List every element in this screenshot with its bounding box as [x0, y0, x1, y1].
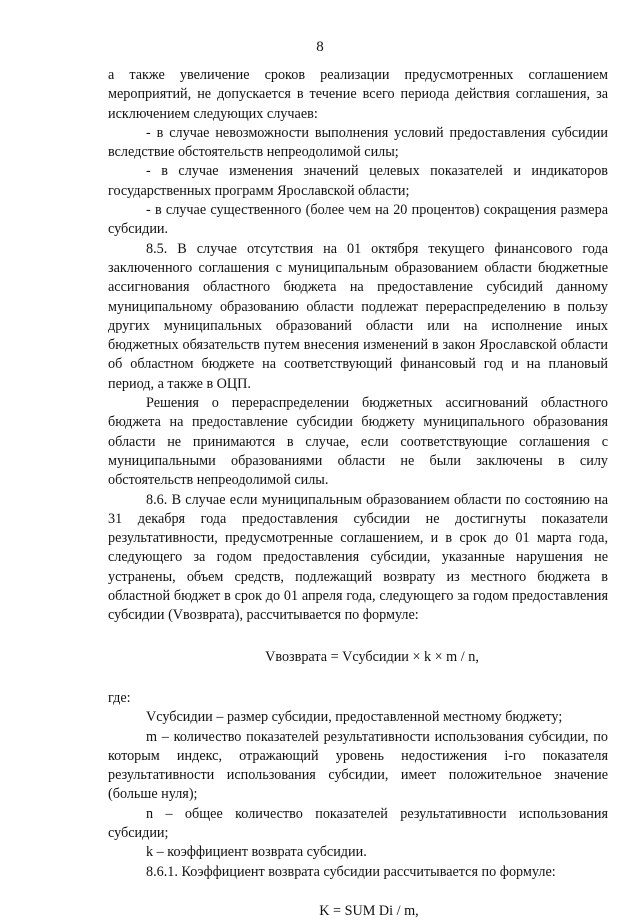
paragraph-8-6-1: 8.6.1. Коэффициент возврата субсидии рассчитывается по формуле: [146, 863, 556, 880]
definition-v-subsidy: Vсубсидии – размер субсидии, предоставленной местному бюджету; [146, 709, 563, 726]
paragraph-8-6: 8.6. В случае если муниципальным образованием области по состоянию на 31 декабря года предоставления субсидии не достигнуты показатели результативности, предусмотренные соглашением, и в срок до 01 марта года, следующего за годом предоставления субсидии, указанные нарушения не устранены, объем средств, подлежащий возврату из местного бюджета в областной бюджет в срок до 01 апреля года, следующего за годом предоставления субсидии (Vвозврата), рассчитывается по формуле: [108, 491, 608, 624]
paragraph: - в случае изменения значений целевых показателей и индикаторов государственных программ Ярославской области; [108, 163, 608, 199]
paragraph: Решения о перераспределении бюджетных ассигнований областного бюджета на предоставление субсидии бюджету муниципального образования области не принимаются в случае, если соответствующие соглашения с муниципальными образованиями области не были заключены в силу обстоятельств непреодолимой силы. [108, 395, 608, 489]
document-body [108, 66, 608, 921]
definition-k: k – коэффициент возврата субсидии. [146, 844, 367, 861]
paragraph: - в случае существенного (более чем на 20 процентов) сокращения размера субсидии. [108, 202, 608, 238]
page-number: 8 [316, 39, 324, 55]
paragraph-8-5: 8.5. В случае отсутствия на 01 октября текущего финансового года заключенного соглашения с муниципальным образованием области бюджетные ассигнования областного бюджета на предоставление субсидий данному муниципальному образованию области подлежат перераспределению в пользу других муниципальных образований области или на исполнение иных бюджетных обязательств путем внесения изменений в закон Ярославской области об областном бюджете на соответствующий финансовый год и на плановый период, а также в ОЦП. [108, 240, 608, 392]
formula-return-volume: Vвозврата = Vсубсидии × k × m / n, [265, 648, 479, 665]
where-label: где: [108, 689, 131, 706]
paragraph: - в случае невозможности выполнения условий предоставления субсидии вследствие обстоятельств непреодолимой силы; [108, 124, 608, 161]
definition-m: m – количество показателей результативности использования субсидии, по которым индекс, отражающий уровень недостижения i-го показателя результативности использования субсидии, имеет положительное значение (больше нуля); [108, 728, 608, 803]
definition-n: n – общее количество показателей результативности использования субсидии; [108, 805, 608, 841]
paragraph: а также увеличение сроков реализации предусмотренных соглашением мероприятий, не допускается в течение всего периода действия соглашения, за исключением следующих случаев: [108, 67, 608, 122]
formula-return-coefficient: K = SUM Di / m, [319, 902, 419, 919]
